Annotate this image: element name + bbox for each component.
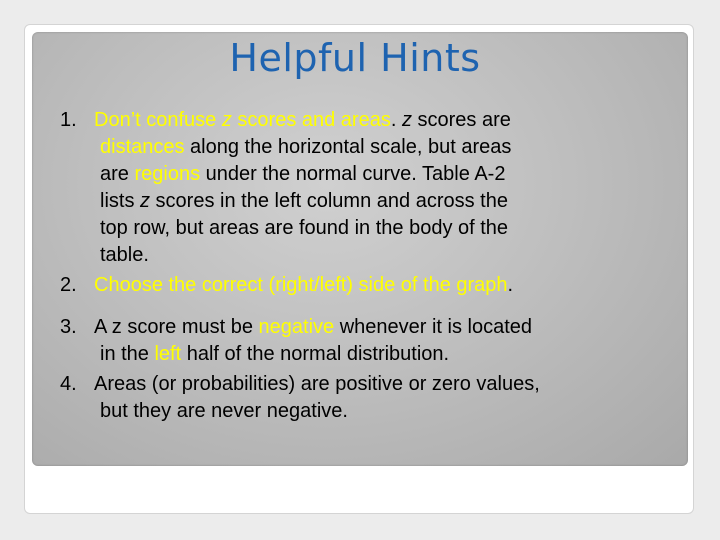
hint-line xyxy=(94,398,680,425)
highlighted-text: scores and areas xyxy=(231,109,391,131)
text-run: Areas (or probabilities) are positive or zero values, xyxy=(94,373,540,395)
text-run: z xyxy=(401,109,412,131)
text-run: whenever it is located xyxy=(334,316,533,338)
text-run: scores in the left column and across the xyxy=(150,190,508,212)
text-run: in the xyxy=(100,343,155,365)
hint-line xyxy=(94,188,680,215)
hint-item-2 xyxy=(60,272,680,299)
hint-line xyxy=(94,341,680,368)
text-run: half of the normal distribution. xyxy=(181,343,450,365)
highlighted-text: Don’t confuse xyxy=(94,109,222,131)
highlighted-text: Choose the correct (right/left) side of the graph xyxy=(94,274,508,296)
text-run: along the horizontal scale, but areas xyxy=(184,136,512,158)
hint-line xyxy=(94,314,680,341)
hint-line xyxy=(94,161,680,188)
hint-number-1: 1. xyxy=(60,109,77,131)
text-run: scores are xyxy=(411,109,511,131)
text-run: but they are never negative. xyxy=(100,400,348,422)
text-run: . xyxy=(507,274,514,296)
text-run: under the normal curve. Table A-2 xyxy=(200,163,506,185)
hint-number-4: 4. xyxy=(60,373,77,395)
hint-line xyxy=(94,107,680,134)
hint-text-4 xyxy=(94,371,680,425)
hint-line xyxy=(94,242,680,269)
text-run: z xyxy=(140,190,150,212)
hint-line xyxy=(94,215,680,242)
text-run: lists xyxy=(100,190,140,212)
text-run: . xyxy=(390,109,402,131)
hint-item-3 xyxy=(60,314,680,368)
highlighted-text: regions xyxy=(134,163,201,185)
slide-title: Helpful Hints xyxy=(229,36,481,80)
hint-number-2: 2. xyxy=(60,274,77,296)
hint-line xyxy=(94,272,680,299)
hint-text-3 xyxy=(94,314,680,368)
highlighted-text: left xyxy=(154,343,182,365)
text-run: are xyxy=(100,163,135,185)
hint-number-3: 3. xyxy=(60,316,77,338)
highlighted-text: negative xyxy=(258,316,335,338)
text-run: top row, but areas are found in the body of the xyxy=(100,217,509,239)
text-run: A z score must be xyxy=(94,316,259,338)
hint-line xyxy=(94,371,680,398)
text-run: table. xyxy=(100,244,149,266)
highlighted-text: z xyxy=(221,109,232,131)
hint-item-1 xyxy=(60,107,680,269)
hint-item-4 xyxy=(60,371,680,425)
hint-text-2 xyxy=(94,272,680,299)
hint-text-1 xyxy=(94,107,680,269)
hint-line xyxy=(94,134,680,161)
highlighted-text: distances xyxy=(100,136,185,158)
